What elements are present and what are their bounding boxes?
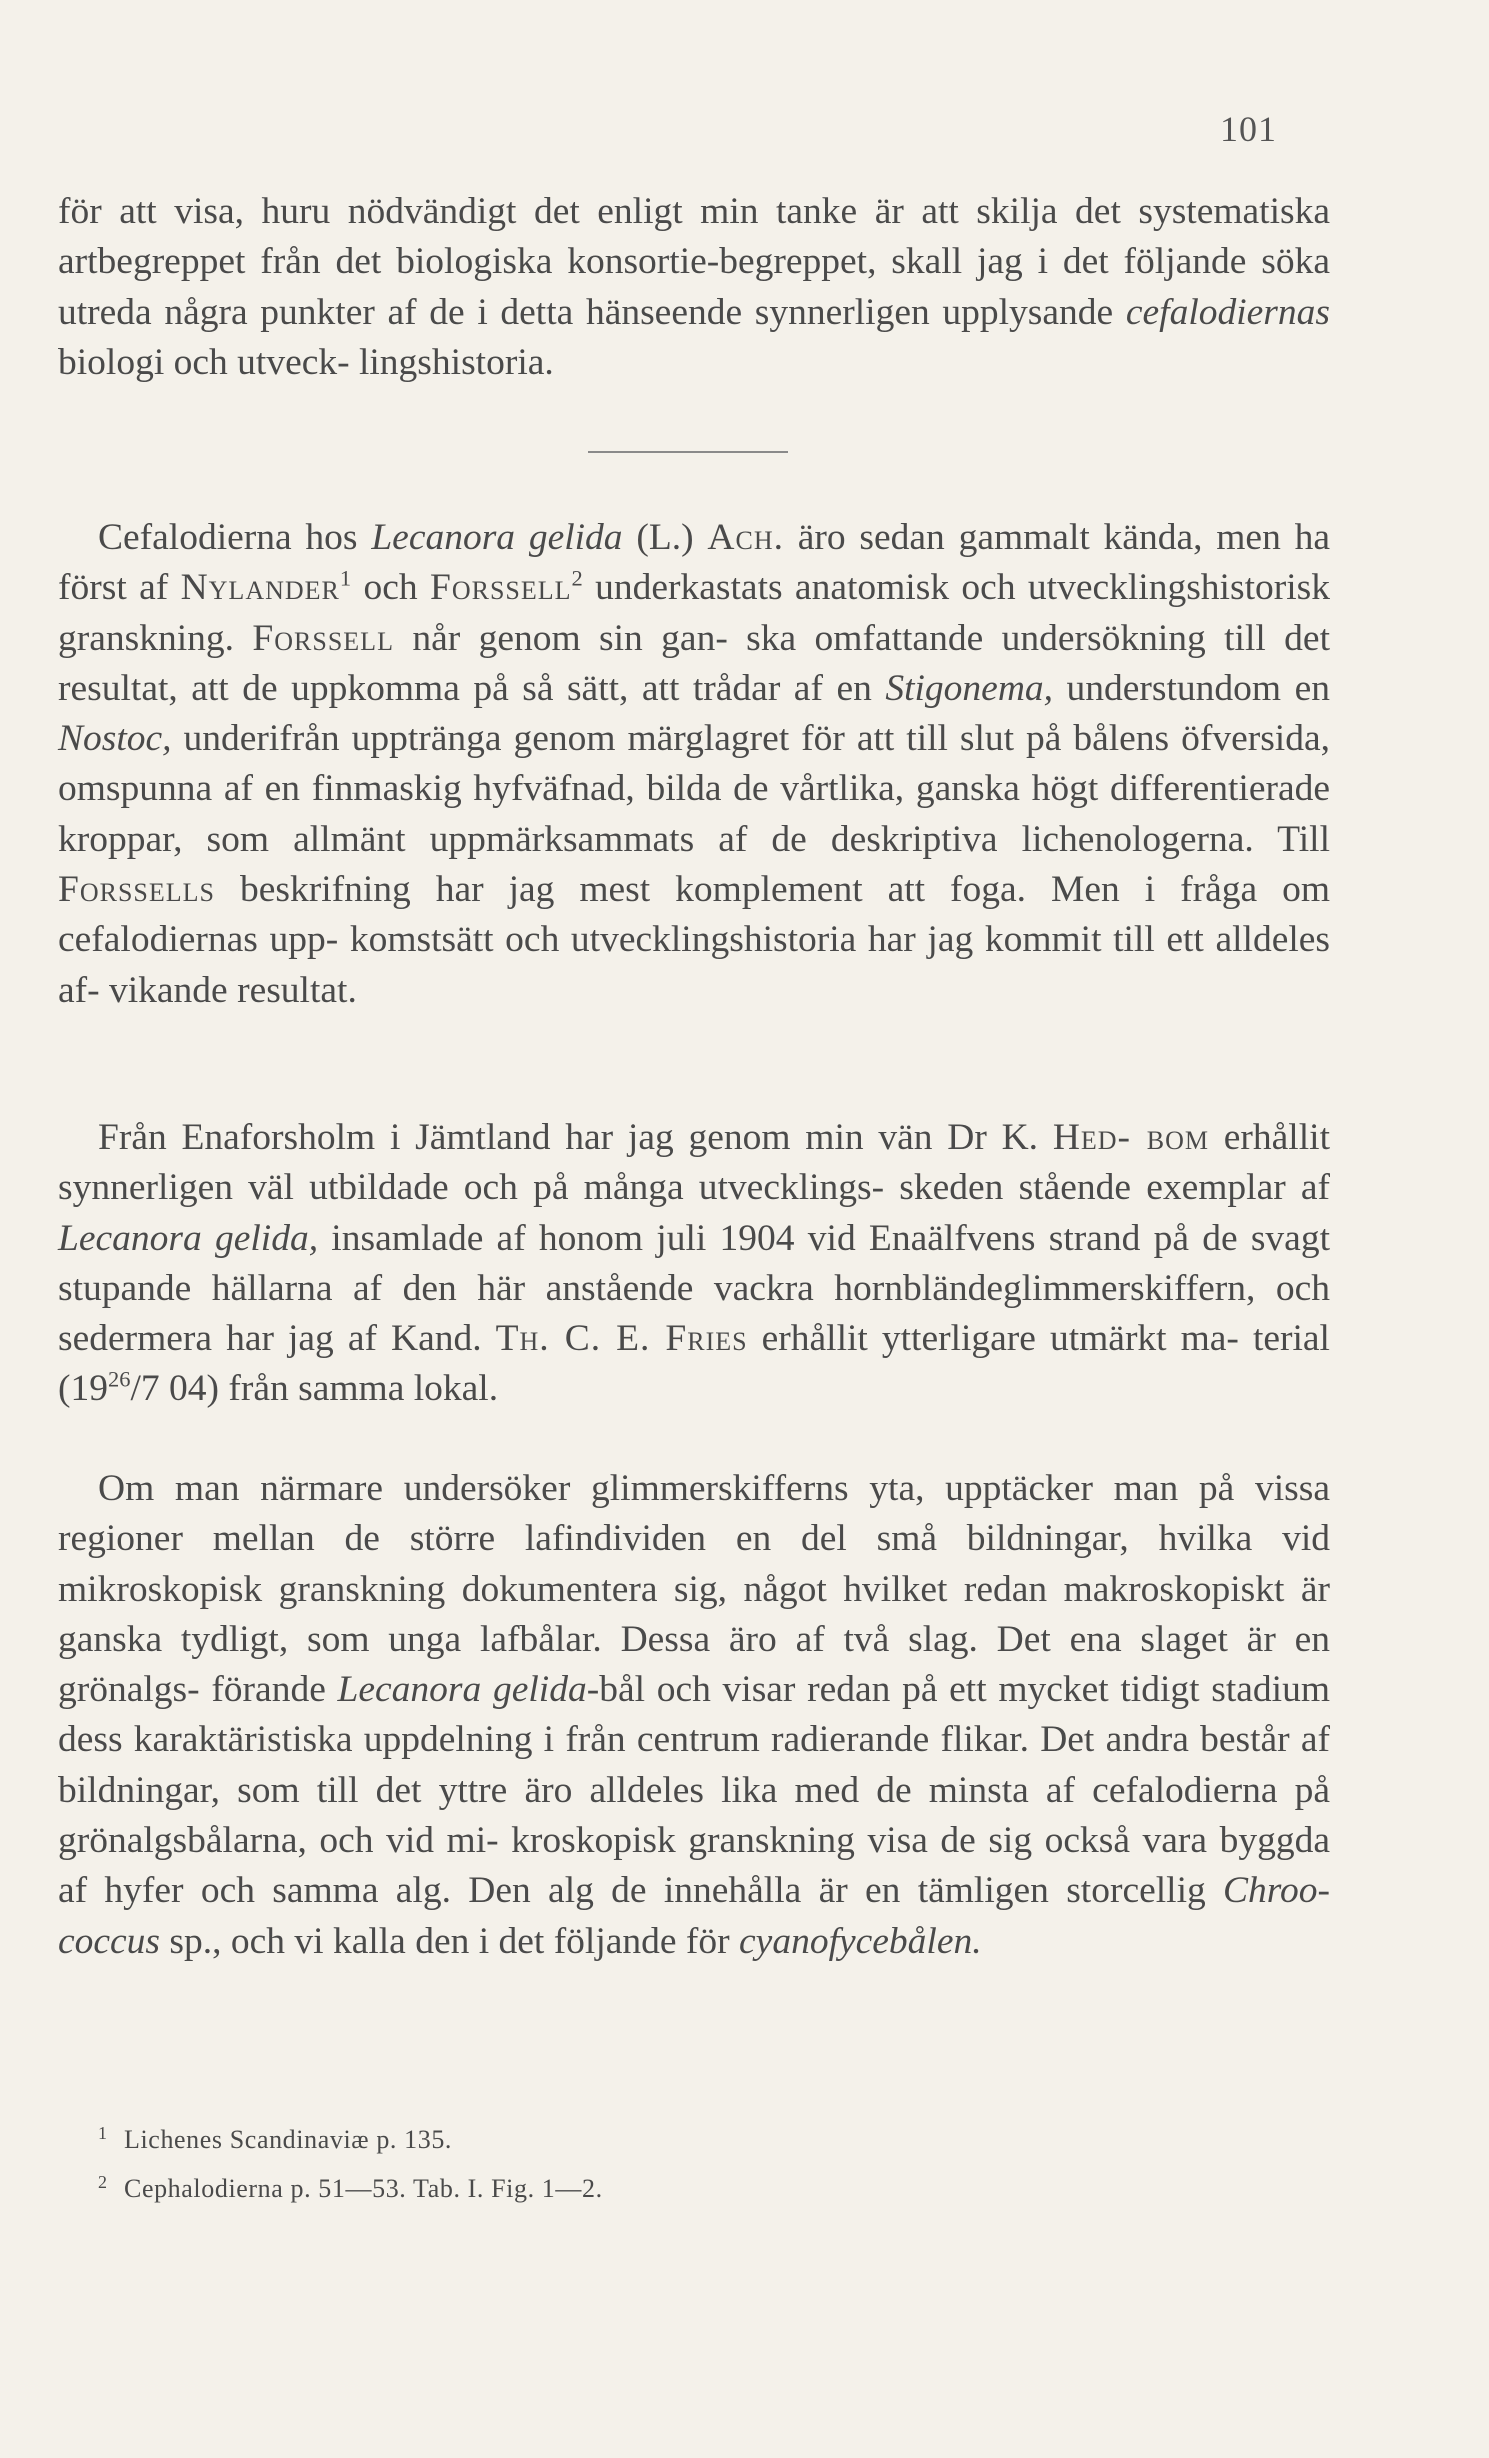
p2-author-forssell: Forssell (429, 567, 572, 609)
paragraph-cefalodierna (58, 513, 1330, 1016)
footnote-marker: 1 (98, 2123, 108, 2143)
p2-author-nylander: Nylander (180, 567, 340, 609)
p3-date-superscript: 26 (108, 1366, 131, 1392)
p1-italic-cefalodiernas: cefalodiernas (1125, 291, 1330, 333)
p3-t5: /7 04) från samma lokal. (130, 1368, 499, 1410)
p4-term-cyanofycebalen: cyanofycebålen. (739, 1920, 982, 1962)
p1-text: för att visa, huru nödvändigt det enligt min tanke är att skilja det systematiska artbegreppet från det biologiska konsortie-begreppet, skall jag i det följande söka utreda några punkter af de i detta hänseende synnerligen upplysande (58, 191, 1330, 333)
footnotes (98, 2112, 998, 2210)
p4-t2: -bål och visar redan på ett mycket tidigt stadium dess karaktäristiska uppdelning i från centrum radierande flikar. Det andra består af bildningar, som till det yttre äro alldeles lika med de minsta af cefalodierna på grönalgsbålarna, och vid mi- kroskopisk granskning visa de sig också vara byggda af hyfer och samma alg. Den alg de innehålla är en tämligen storcellig (58, 1669, 1330, 1912)
p4-t3: sp., och vi kalla den i det följande för (160, 1920, 740, 1962)
p2-t7: understundom en (1053, 667, 1330, 709)
p3-t4: erhållit ytterligare utmärkt ma- terial (19 (58, 1318, 1330, 1410)
p2-t2: (L.) (622, 517, 708, 558)
p1-text-end: biologi och utveck- lingshistoria. (58, 341, 554, 383)
p4-t1: Om man närmare undersöker glimmerskifferns yta, upptäcker man på vissa regioner mellan de större lafindividen en del små bildningar, hvilka vid mikroskopisk granskning dokumentera sig, något hvilket redan makroskopiskt är ganska tydligt, som unga lafbålar. Dessa äro af två slag. Det ena slaget är en grönalgs- förande (58, 1468, 1330, 1711)
p2-author-ach: Ach. (707, 517, 784, 558)
footnote (98, 2161, 998, 2210)
p2-genus-stigonema: Stigonema, (885, 667, 1054, 709)
footnote-marker: 2 (98, 2172, 108, 2192)
section-divider (588, 451, 788, 453)
p4-genus-chroococcus: Chroo- coccus (58, 1870, 1330, 1962)
p3-species-name: Lecanora gelida, (58, 1217, 319, 1259)
paragraph-intro (58, 187, 1330, 388)
p2-t4: och (351, 567, 430, 609)
p2-author-forssells: Forssells (58, 869, 215, 911)
paragraph-glimmerskiffer (58, 1464, 1330, 1967)
p3-t1: Från Enaforsholm i Jämtland har jag genom min vän Dr K. (98, 1117, 1053, 1158)
p2-t3: äro sedan gammalt kända, men ha först af (58, 517, 1330, 609)
footnote-text: Lichenes Scandinaviæ p. 135. (124, 2125, 453, 2154)
p2-genus-nostoc: Nostoc, (58, 718, 172, 760)
p3-person-hedbom: Hed- bom (1052, 1117, 1210, 1158)
p3-t2: erhållit synnerligen väl utbildade och på många utvecklings- skeden stående exemplar af (58, 1117, 1330, 1209)
paragraph-enaforsholm (58, 1113, 1330, 1415)
page-number: 101 (1220, 109, 1277, 149)
p3-person-fries: Th. C. E. Fries (495, 1318, 748, 1360)
p2-species-name: Lecanora gelida (371, 517, 623, 558)
p2-t6: når genom sin gan- ska omfattande undersökning till det resultat, att de uppkomma på så sätt, att trådar af en (58, 617, 1330, 709)
footnote-ref-1: 1 (339, 565, 352, 591)
p2-t9: beskrifning har jag mest komplement att foga. Men i fråga om cefalodiernas upp- komstsätt och utvecklingshistoria har jag kommit till ett alldeles af- vikande resultat. (58, 869, 1330, 1011)
p2-author-forssell-2: Forssell (252, 617, 394, 659)
p3-t3: insamlade af honom juli 1904 vid Enaälfvens strand på de svagt stupande hällarna af den här anstående vackra hornbländeglimmerskiffern, och sedermera har jag af Kand. (58, 1217, 1330, 1360)
footnote-text: Cephalodierna p. 51—53. Tab. I. Fig. 1—2. (124, 2174, 603, 2203)
p2-t5: underkastats anatomisk och utvecklingshistorisk granskning. (58, 567, 1330, 659)
p2-t1: Cefalodierna hos (98, 517, 372, 558)
p4-species-name: Lecanora gelida (337, 1669, 587, 1711)
footnote-ref-2: 2 (571, 565, 583, 591)
footnote (98, 2112, 998, 2161)
p2-t8: underifrån upptränga genom märglagret för att till slut på bålens öfversida, omspunna af en finmaskig hyfväfnad, bilda de vårtlika, ganska högt differentierade kroppar, som allmänt uppmärksammats af de deskriptiva lichenologerna. Till (58, 718, 1330, 860)
